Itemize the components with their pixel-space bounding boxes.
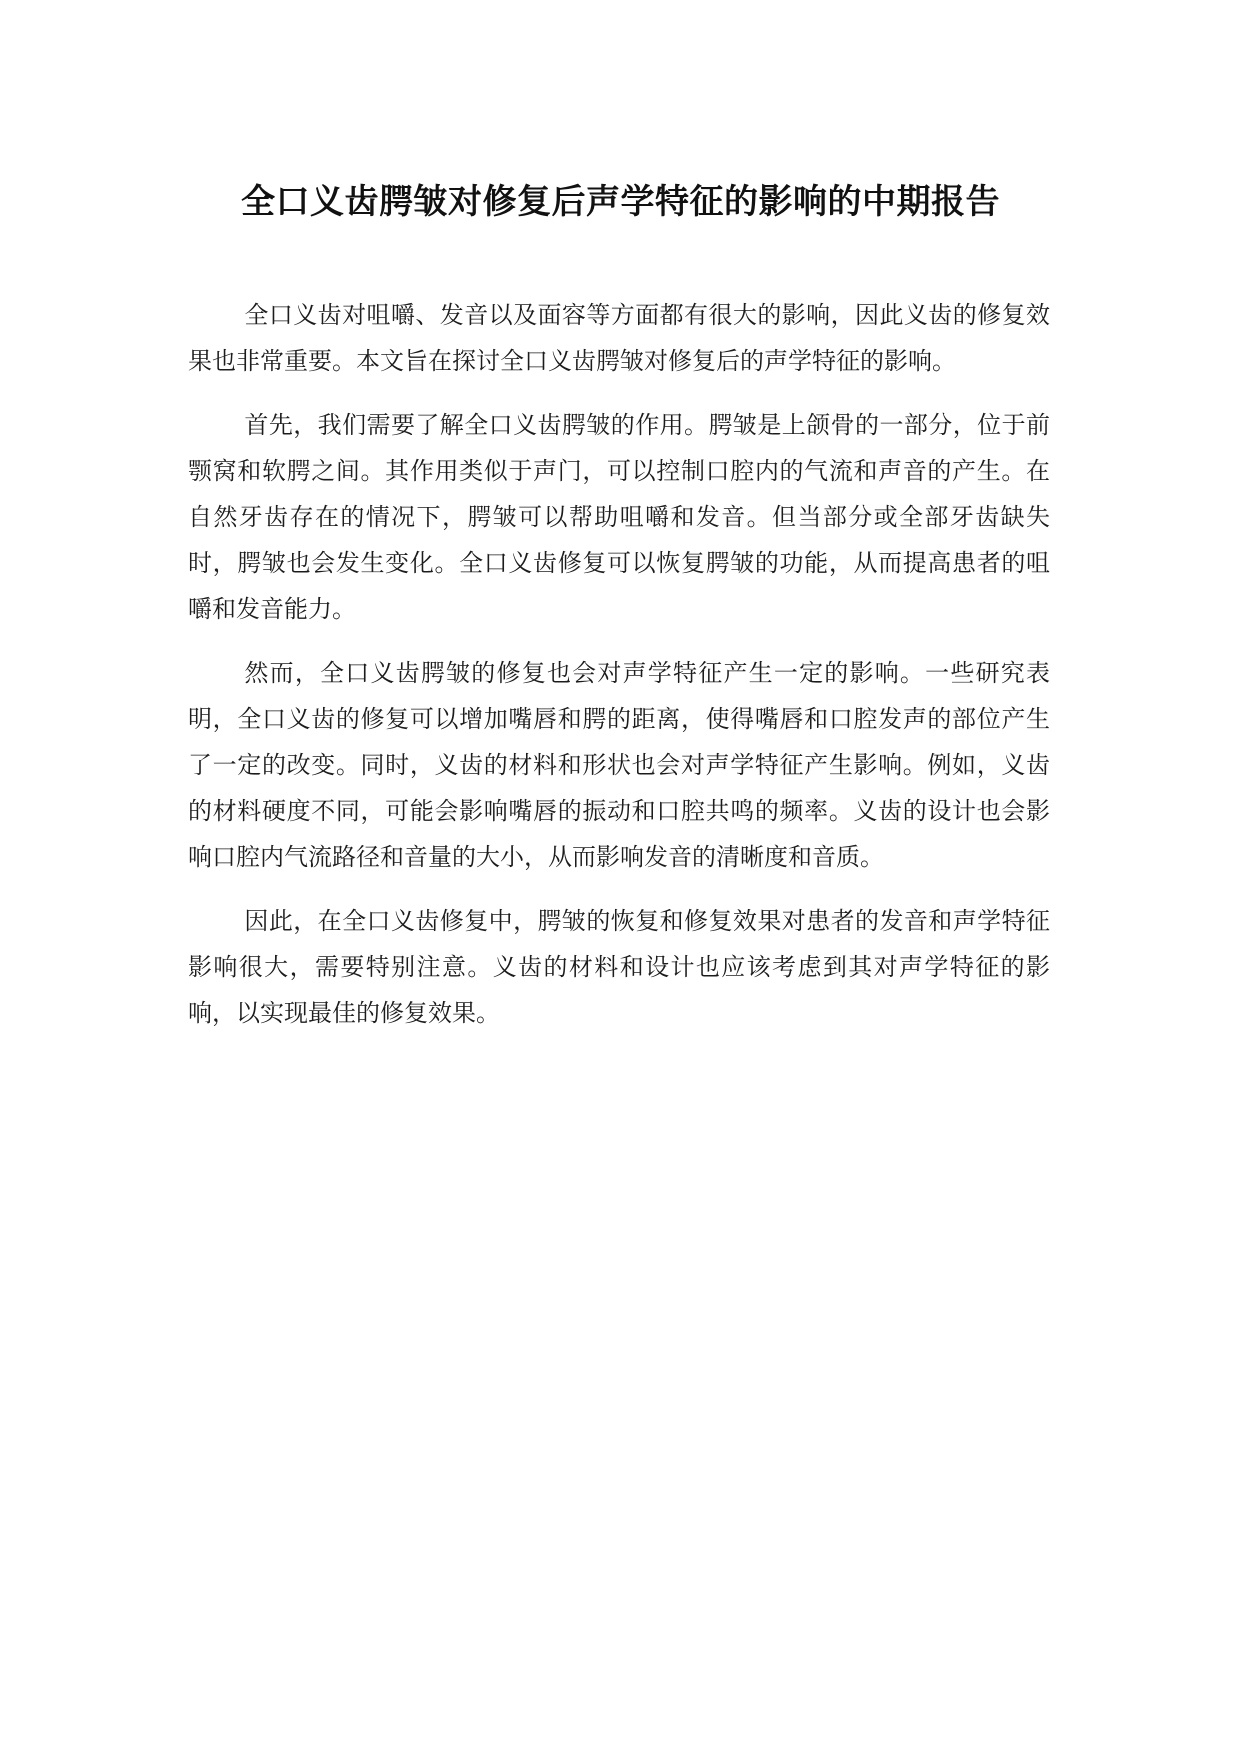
document-title: 全口义齿腭皱对修复后声学特征的影响的中期报告: [241, 182, 1000, 222]
paragraph-2: 首先，我们需要了解全口义齿腭皱的作用。腭皱是上颌骨的一部分，位于前颚窝和软腭之间。其作用类似于声门，可以控制口腔内的气流和声音的产生。在自然牙齿存在的情况下，腭皱可以帮助咀嚼和发音。但当部分或全部牙齿缺失时，腭皱也会发生变化。全口义齿修复可以恢复腭皱的功能，从而提高患者的咀嚼和发音能力。: [188, 411, 1050, 623]
paragraph-1: 全口义齿对咀嚼、发音以及面容等方面都有很大的影响，因此义齿的修复效果也非常重要。本文旨在探讨全口义齿腭皱对修复后的声学特征的影响。: [188, 301, 1050, 375]
document-body: [188, 292, 1050, 1054]
paragraph-3: 然而，全口义齿腭皱的修复也会对声学特征产生一定的影响。一些研究表明，全口义齿的修复可以增加嘴唇和腭的距离，使得嘴唇和口腔发声的部位产生了一定的改变。同时，义齿的材料和形状也会对声学特征产生影响。例如，义齿的材料硬度不同，可能会影响嘴唇的振动和口腔共鸣的频率。义齿的设计也会影响口腔内气流路径和音量的大小，从而影响发音的清晰度和音质。: [188, 659, 1050, 871]
paragraph-4: 因此，在全口义齿修复中，腭皱的恢复和修复效果对患者的发音和声学特征影响很大，需要特别注意。义齿的材料和设计也应该考虑到其对声学特征的影响，以实现最佳的修复效果。: [188, 907, 1050, 1027]
